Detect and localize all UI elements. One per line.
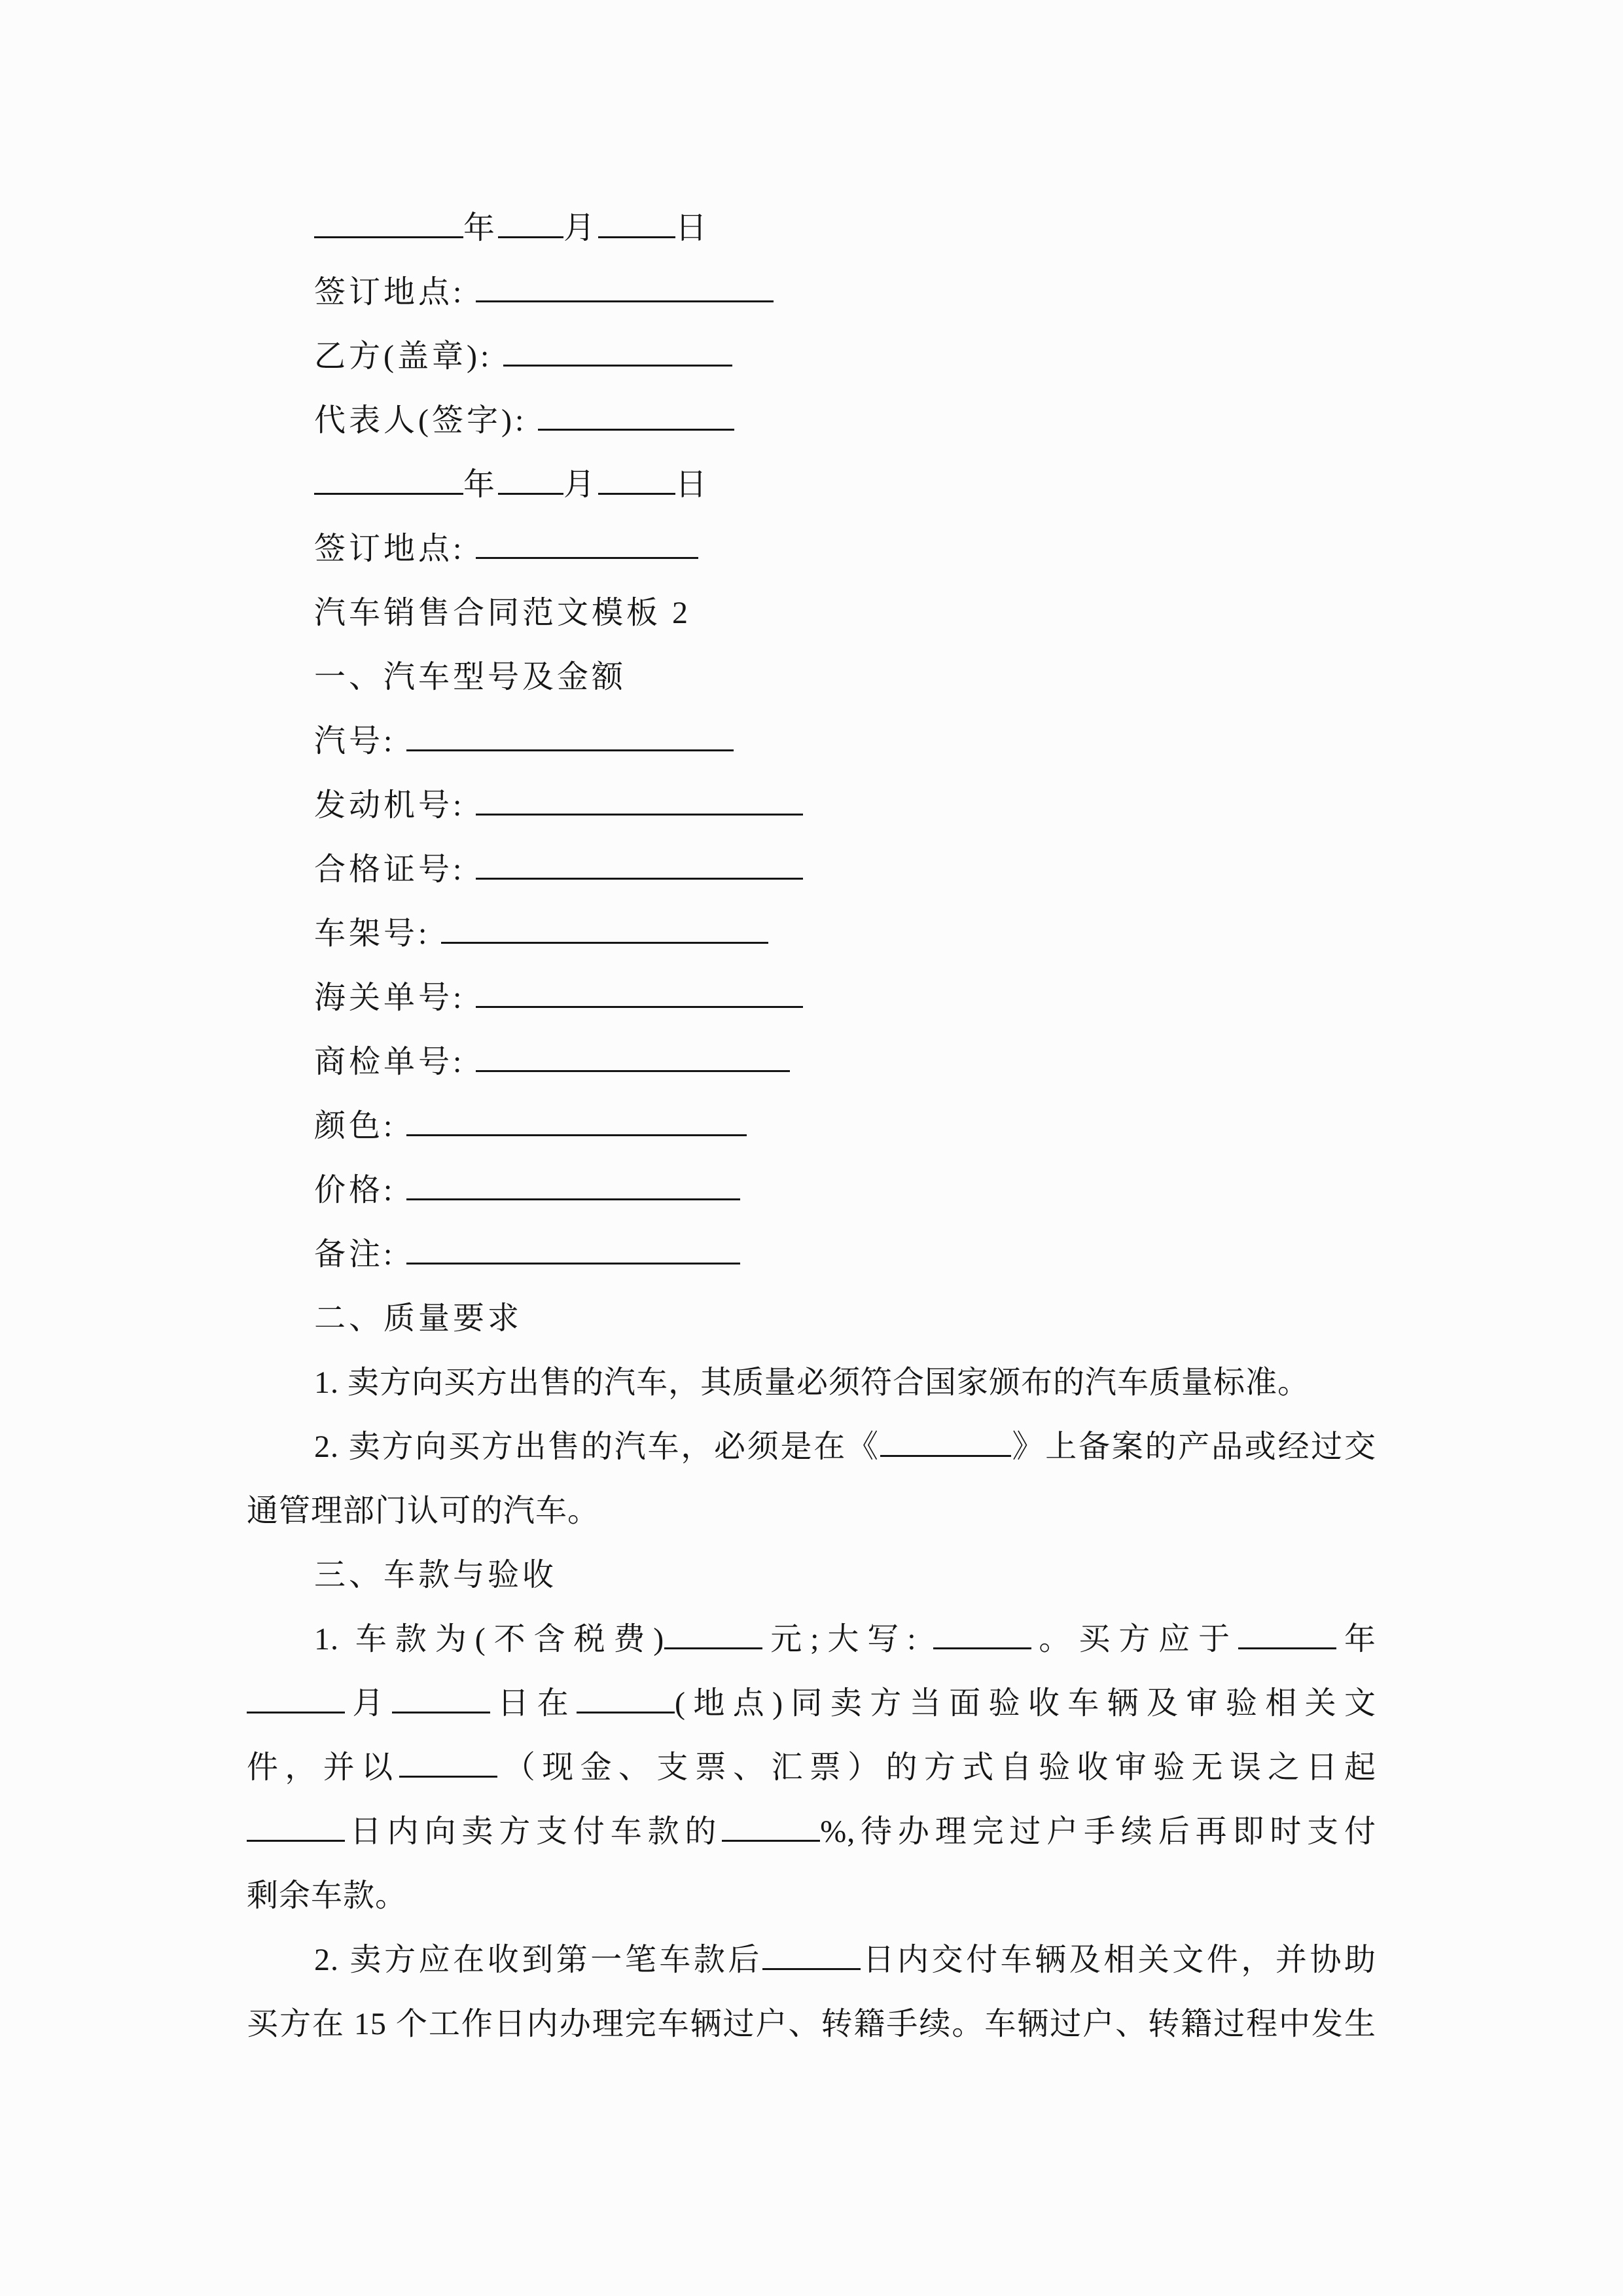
text-run: 剩余车款。 [247,1878,408,1913]
text-run: 备注: [314,1237,407,1272]
text-run: 买方在 15 个工作日内办理完车辆过户、转籍手续。车辆过户、转籍过程中发生 [247,2007,1376,2041]
doc-line-8 [247,645,1376,709]
doc-line-3 [247,325,1376,389]
blank-field [314,486,463,495]
blank-field [476,1064,790,1072]
text-run: 一、汽车型号及金额 [314,660,627,694]
blank-field [498,230,563,238]
blank-field [933,1641,1031,1649]
blank-field [406,1128,747,1136]
text-run: 签订地点: [314,531,476,566]
text-run: 日内交付车辆及相关文件，并协助 [860,1943,1376,1977]
doc-line-17 [247,1223,1376,1287]
doc-line-16 [247,1158,1376,1223]
text-run: 三、车款与验收 [314,1558,558,1592]
text-run: 车架号: [314,916,442,951]
blank-field [722,1833,820,1842]
text-run: 颜色: [314,1109,407,1143]
doc-line-15 [247,1094,1376,1158]
doc-line-13 [247,966,1376,1030]
doc-line-29 [247,1992,1376,2056]
text-run: 。买方应于 [1031,1622,1239,1657]
blank-field [392,1705,490,1713]
blank-field [503,358,732,367]
blank-field [762,1962,861,1970]
text-run: 汽号: [314,724,407,759]
blank-field [598,230,675,238]
blank-field [476,550,698,559]
text-run: 通管理部门认可的汽车。 [247,1494,600,1528]
text-run: 合格证号: [314,852,476,887]
doc-line-26 [247,1800,1376,1864]
blank-field [1238,1641,1336,1649]
text-run: 日 [675,467,711,502]
blank-field [577,1705,675,1713]
doc-line-28 [247,1928,1376,1992]
text-run: 日在 [490,1686,577,1721]
doc-line-5 [247,453,1376,517]
doc-line-14 [247,1030,1376,1094]
text-run: 月 [563,467,599,502]
text-run: 海关单号: [314,980,476,1015]
doc-line-27 [247,1864,1376,1928]
text-run: 年 [1336,1622,1376,1657]
blank-field [406,1256,740,1265]
blank-field [498,486,563,495]
document-body [247,196,1376,2056]
blank-field [406,743,734,751]
text-run: 价格: [314,1173,407,1208]
blank-field [476,807,803,816]
blank-field [314,230,463,238]
blank-field [247,1705,345,1713]
text-run: 商检单号: [314,1045,476,1079]
blank-field [247,1833,345,1842]
doc-line-25 [247,1736,1376,1800]
text-run: 月 [563,211,599,245]
doc-line-24 [247,1672,1376,1736]
doc-line-22 [247,1543,1376,1607]
text-run: 年 [463,467,499,502]
text-run: 元;大写: [762,1622,933,1657]
text-run: 日 [675,211,711,245]
text-run: 》上备案的产品或经过交 [1010,1429,1376,1464]
text-run: 年 [463,211,499,245]
blank-field [399,1769,497,1778]
blank-field [441,935,768,944]
blank-field [476,294,774,302]
text-run: (地点)同卖方当面验收车辆及审验相关文 [674,1686,1376,1721]
doc-line-11 [247,838,1376,902]
doc-line-2 [247,260,1376,325]
text-run: （现金、支票、汇票）的方式自验收审验无误之日起 [497,1750,1376,1785]
doc-line-1 [247,196,1376,260]
text-run: 月 [345,1686,392,1721]
doc-line-9 [247,709,1376,774]
text-run: 发动机号: [314,788,476,823]
doc-line-19 [247,1351,1376,1415]
text-run: 二、质量要求 [314,1301,523,1336]
text-run: 2. 卖方应在收到第一笔车款后 [314,1943,762,1977]
blank-field [598,486,675,495]
text-run: 件，并以 [247,1750,400,1785]
text-run: 日内向卖方支付车款的 [345,1814,722,1849]
blank-field [476,871,803,880]
text-run: 汽车销售合同范文模板 2 [314,596,692,630]
doc-line-7 [247,581,1376,645]
blank-field [476,999,803,1008]
doc-line-18 [247,1287,1376,1351]
blank-field [406,1192,740,1200]
text-run: 1. 车款为(不含税费) [314,1622,665,1657]
text-run: 1. 卖方向买方出售的汽车，其质量必须符合国家颁布的汽车质量标准。 [314,1365,1310,1400]
text-run: 代表人(签字): [314,403,539,438]
text-run: 签订地点: [314,275,476,310]
blank-field [538,422,734,431]
doc-line-12 [247,902,1376,966]
doc-line-6 [247,517,1376,581]
doc-line-21 [247,1479,1376,1543]
text-run: 2. 卖方向买方出售的汽车，必须是在《 [314,1429,880,1464]
text-run: 乙方(盖章): [314,339,504,374]
doc-line-10 [247,774,1376,838]
text-run: %,待办理完过户手续后再即时支付 [820,1814,1376,1849]
blank-field [664,1641,762,1649]
blank-field [880,1448,1011,1457]
doc-line-23 [247,1607,1376,1672]
doc-line-4 [247,389,1376,453]
doc-line-20 [247,1415,1376,1479]
